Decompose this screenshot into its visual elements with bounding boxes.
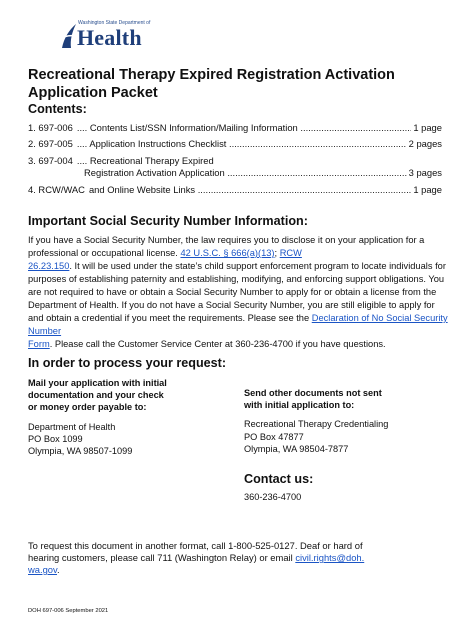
toc-item-3 bbox=[28, 155, 442, 179]
page-title: Recreational Therapy Expired Registration Activation Application Packet bbox=[28, 67, 395, 101]
mail-address-line-2: PO Box 1099 bbox=[28, 433, 83, 444]
ssn-text-2: ; bbox=[274, 248, 280, 258]
other-address-line-1: Recreational Therapy Credentialing bbox=[244, 419, 389, 430]
toc-page: 1 page bbox=[413, 184, 442, 195]
toc-item-1 bbox=[28, 122, 442, 134]
declaration-form-link[interactable]: Declaration of No Social Security Number bbox=[28, 313, 448, 336]
toc-page: 2 pages bbox=[408, 138, 442, 149]
logo-department-text: Washington State Department of bbox=[78, 20, 151, 26]
toc-text: .... Recreational Therapy Expired bbox=[76, 155, 214, 166]
toc-text-continued: Registration Activation Application ..... bbox=[84, 167, 407, 179]
email-link[interactable]: civil.rights@doh. bbox=[295, 552, 365, 563]
toc-page: 1 page bbox=[413, 122, 442, 133]
ssn-text-4: . Please call the Customer Service Center at 360-236-4700 if you have questions. bbox=[49, 339, 386, 349]
order-heading: In order to process your request: bbox=[28, 356, 227, 370]
contact-heading: Contact us: bbox=[244, 472, 314, 486]
other-documents-column bbox=[244, 387, 454, 455]
mail-address-line-1: Department of Health bbox=[28, 421, 116, 432]
ssn-text-1: If you have a Social Security Number, the law requires you to disclose it on your application for a professional or occupational license. bbox=[28, 235, 425, 258]
usc-link[interactable]: 42 U.S.C. § 666(a)(13) bbox=[180, 248, 275, 258]
accessibility-notice bbox=[28, 540, 448, 576]
other-instruction-2: with initial application to: bbox=[244, 400, 355, 411]
toc-page: 3 pages bbox=[408, 167, 442, 178]
mail-address-line-3: Olympia, WA 98507-1099 bbox=[28, 446, 133, 457]
accessibility-line-2: hearing customers, please call 711 (Washington Relay) or email bbox=[28, 552, 296, 563]
ssn-paragraph bbox=[28, 234, 450, 351]
mail-instruction-1: Mail your application with initial bbox=[28, 378, 167, 388]
mail-application-column bbox=[28, 377, 228, 457]
toc-num: 1. 697-006 bbox=[28, 122, 73, 133]
accessibility-end: . bbox=[57, 564, 60, 575]
mail-instruction-3: or money order payable to: bbox=[28, 402, 147, 413]
contact-phone: 360-236-4700 bbox=[244, 492, 302, 502]
toc-num: 2. 697-005 bbox=[28, 138, 73, 149]
toc-text: and Online Website Links ..... bbox=[89, 184, 411, 196]
toc-item-2 bbox=[28, 138, 442, 150]
other-address-line-3: Olympia, WA 98504-7877 bbox=[244, 443, 349, 454]
declaration-form-link-continued[interactable]: Form bbox=[28, 339, 50, 349]
rcw-link-continued[interactable]: 26.23.150 bbox=[28, 261, 70, 271]
rcw-link[interactable]: RCW bbox=[279, 248, 302, 258]
accessibility-line-1: To request this document in another format, call 1-800-525-0127. Deaf or hard of bbox=[28, 540, 363, 551]
toc-num: 4. RCW/WAC bbox=[28, 184, 85, 195]
ssn-text-3: . It will be used under the state’s child support enforcement program to locate individuals for purposes of establishing paternity and establishing, modifying, and enforcing support obligations. You are not required to have or obtain a Social Security Number to apply for or obtain a license from the Department of Health. If you do not have a Social Security Number, you are still eligible to apply for and obtain a credential if you meet the requirements. Please see the bbox=[28, 261, 446, 323]
toc-item-4 bbox=[28, 184, 442, 196]
contents-heading: Contents: bbox=[28, 102, 87, 116]
doh-logo bbox=[58, 20, 151, 50]
mail-instruction-2: documentation and your check bbox=[28, 390, 164, 401]
toc-text: .... Application Instructions Checklist ..... bbox=[77, 138, 407, 150]
form-footer: DOH 697-006 September 2021 bbox=[28, 608, 109, 614]
toc-num: 3. 697-004 bbox=[28, 155, 73, 166]
toc-text: .... Contents List/SSN Information/Mailing Information ..... bbox=[77, 122, 411, 134]
ssn-heading: Important Social Security Number Information: bbox=[28, 214, 308, 228]
logo-wordmark: Health bbox=[77, 25, 142, 50]
doh-logo-mark-icon bbox=[58, 22, 78, 50]
other-address-line-2: PO Box 47877 bbox=[244, 431, 304, 442]
other-instruction-1: Send other documents not sent bbox=[244, 388, 382, 398]
email-link-continued[interactable]: wa.gov bbox=[28, 564, 58, 575]
